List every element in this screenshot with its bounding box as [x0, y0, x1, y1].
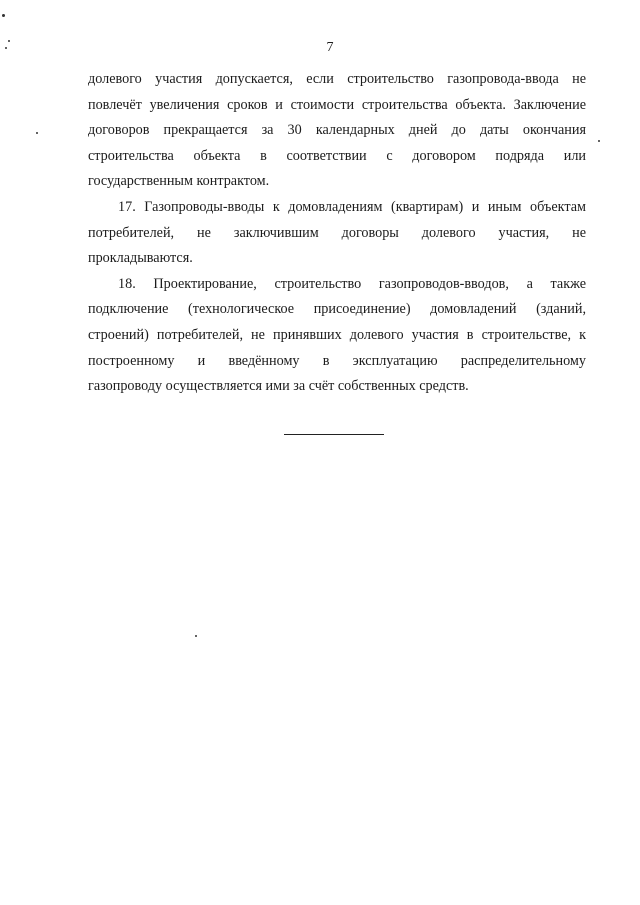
scan-speck [2, 14, 5, 17]
text-line-last: газопроводу осуществляется ими за счёт собственных средств. [88, 378, 469, 395]
text-line: строений) потребителей, не принявших долевого участия в строительстве, к [88, 326, 586, 343]
document-body [88, 67, 586, 400]
text-line: построенному и введённому в эксплуатацию распределительному [88, 352, 586, 369]
text-line: повлечёт увеличения сроков и стоимости строительства объекта. Заключение [88, 96, 586, 113]
text-line: 17. Газопроводы-вводы к домовладениям (квартирам) и иным объектам [118, 198, 586, 215]
paragraph-18 [88, 272, 586, 400]
end-separator-line [284, 434, 384, 435]
text-line: 18. Проектирование, строительство газопроводов-вводов, а также [118, 275, 586, 292]
text-line: потребителей, не заключившим договоры долевого участия, не [88, 224, 586, 241]
scan-speck [195, 635, 197, 637]
text-line: договоров прекращается за 30 календарных дней до даты окончания [88, 122, 586, 139]
text-line-last: прокладываются. [88, 250, 193, 267]
scan-speck [36, 132, 38, 134]
scan-speck [598, 140, 600, 142]
paragraph-17 [88, 195, 586, 272]
page-number: 7 [326, 40, 334, 55]
scan-speck [5, 47, 7, 49]
text-line: подключение (технологическое присоединение) домовладений (зданий, [88, 301, 586, 318]
text-line: долевого участия допускается, если строительство газопровода-ввода не [88, 71, 586, 87]
text-line-last: государственным контрактом. [88, 173, 270, 190]
text-line: строительства объекта в соответствии с договором подряда или [88, 147, 586, 164]
scan-speck [8, 40, 10, 42]
paragraph-continuation [88, 67, 586, 195]
